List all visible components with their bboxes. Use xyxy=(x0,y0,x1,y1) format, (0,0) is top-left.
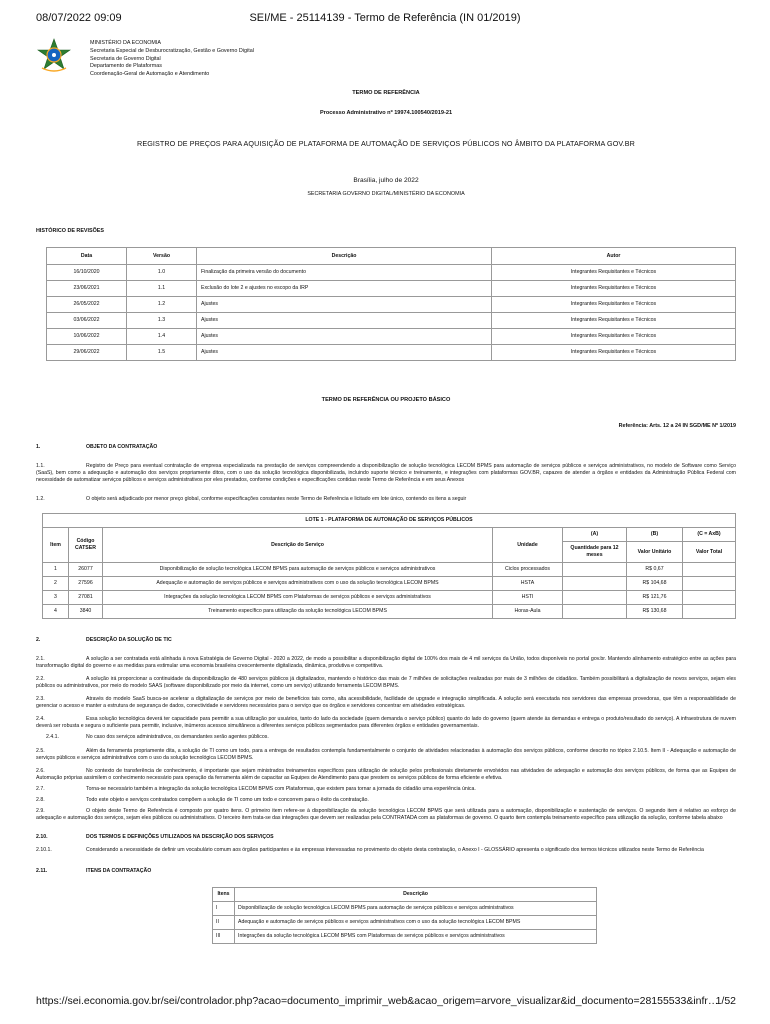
cell: Treinamento específico para utilização da solução tecnológica LECOM BPMS xyxy=(103,605,493,619)
cell: 10/06/2022 xyxy=(47,329,127,345)
reference-line: Referência: Arts. 12 a 24 IN SGD/ME Nº 1/2019 xyxy=(618,422,736,429)
org-line: Secretaria Especial de Desburocratização, Gestão e Governo Digital xyxy=(90,47,254,54)
cell: 4 xyxy=(43,605,69,619)
table-row xyxy=(43,591,736,605)
paragraph-number: 2.11. xyxy=(36,867,48,874)
paragraph xyxy=(36,797,736,804)
cell: 2 xyxy=(43,577,69,591)
paragraph-text: A solução a ser contratada está alinhada à nova Estratégia de Governo Digital - 2020 a 2022, de modo a possibilitar a disponibilização digital de 100% dos mais de 4 mil serviços da União, todos disponíveis no portal gov.br. Mantendo alinhamento estratégico entre as ações para transformação digital do governo e as medidas para estimular uma economia brasileira crescentemente digitalizada, dinâmica, produtiva e competitiva. xyxy=(36,656,736,670)
col-header: Quantidade para 12 meses xyxy=(563,542,627,563)
table-row xyxy=(47,345,736,361)
paragraph xyxy=(36,847,736,854)
paragraph-number: 2.9. xyxy=(36,807,45,814)
col-header: Descrição do Serviço xyxy=(103,528,493,563)
cell: 1.5 xyxy=(127,345,197,361)
cell: 27596 xyxy=(69,577,103,591)
paragraph xyxy=(36,786,736,793)
paragraph-number: 2.10. xyxy=(36,833,48,840)
col-header: Autor xyxy=(492,248,736,265)
paragraph-number: 2.3. xyxy=(36,696,45,703)
paragraph-number: 1.1. xyxy=(36,463,45,470)
cell: HSTA xyxy=(493,577,563,591)
cell xyxy=(563,563,627,577)
cell: R$ 130,68 xyxy=(627,605,683,619)
paragraph-number: 2.8. xyxy=(36,796,45,803)
history-table xyxy=(46,247,736,361)
col-header: Valor Unitário xyxy=(627,542,683,563)
paragraph xyxy=(36,768,736,782)
paragraph-text: Considerando a necessidade de definir um vocabulário comum aos órgãos participantes e às empresas interessadas no provimento do objeto desta contratação, o Anexo I - GLOSSÁRIO apresenta o significado dos termos técnicos utilizados neste Termo de Referência xyxy=(86,846,704,853)
cell: Ajustes xyxy=(197,313,492,329)
itens-table xyxy=(212,887,597,944)
cell: Ciclos processados xyxy=(493,563,563,577)
section-heading xyxy=(36,637,736,644)
secretaria: SECRETARIA GOVERNO DIGITAL/MINISTÉRIO DA ECONOMIA xyxy=(307,190,465,197)
paragraph-number: 2.1. xyxy=(36,656,45,663)
cell: 1.3 xyxy=(127,313,197,329)
paragraph xyxy=(36,696,736,710)
print-datetime: 08/07/2022 09:09 xyxy=(36,12,122,24)
cell xyxy=(563,605,627,619)
org-line: Coordenação-Geral de Automação e Atendimento xyxy=(90,71,210,78)
section-heading xyxy=(36,444,736,451)
cell: 1.4 xyxy=(127,329,197,345)
paragraph xyxy=(36,676,736,690)
paragraph xyxy=(36,463,736,484)
paragraph-number: 1.2. xyxy=(36,496,45,503)
cell: Horas-Aula xyxy=(493,605,563,619)
cell: Integrantes Requisitantes e Técnicos xyxy=(492,281,736,297)
cell: I xyxy=(213,901,235,915)
cell: 27081 xyxy=(69,591,103,605)
cell: Integrações da solução tecnológica LECOM BPMS com Plataformas de serviços públicos e serviços administrativos xyxy=(235,929,597,943)
cell: R$ 0,67 xyxy=(627,563,683,577)
paragraph-text: Torna-se necessário também a integração da solução tecnológica LECOM BPMS com Plataformas, que existem para tornar a jornada do cidadão uma experiência única. xyxy=(86,785,476,792)
org-line: MINISTÉRIO DA ECONOMIA xyxy=(90,40,161,46)
paragraph-number: 2.5. xyxy=(36,747,45,754)
paragraph-number: 2.2. xyxy=(36,676,45,683)
cell: Ajustes xyxy=(197,345,492,361)
table-row xyxy=(47,281,736,297)
table-row xyxy=(47,297,736,313)
paragraph-number: 2.6. xyxy=(36,767,45,774)
cell: Exclusão do lote 2 e ajustes no escopo da IRP xyxy=(197,281,492,297)
cell: II xyxy=(213,915,235,929)
cell xyxy=(683,605,736,619)
paragraph-text: Todo este objeto e serviços contratados compõem a solução de TI como um todo e concorrem para o êxito da contratação. xyxy=(86,796,369,803)
col-header: Valor Total xyxy=(683,542,736,563)
lote-title: LOTE 1 - PLATAFORMA DE AUTOMAÇÃO DE SERVIÇOS PÚBLICOS xyxy=(43,514,736,528)
paragraph xyxy=(36,716,736,730)
col-header: Descrição xyxy=(197,248,492,265)
cell: 3 xyxy=(43,591,69,605)
paragraph-text: O objeto será adjudicado por menor preço global, conforme especificações constantes neste Termo de Referência e licitado em lote único, contendo os itens a seguir xyxy=(86,496,467,503)
cell: HSTI xyxy=(493,591,563,605)
paragraph-text: ITENS DA CONTRATAÇÃO xyxy=(86,867,152,874)
paragraph-text: No contexto de transferência de conhecimento, é importante que sejam ministrados treinamentos específicos para utilização de solução pelos profissionais diretamente envolvidos nas atividades de adequação e automação dos serviços públicos, de forma que as Equipes de Automação próprias assimilem o conhecimento necessário para operação da ferramenta além de capacitar as Equipes de Atendimento para que prestem os serviços públicos de forma eficiente e efetiva. xyxy=(36,767,736,781)
cell: Finalização da primeira versão do documento xyxy=(197,265,492,281)
paragraph-text: Essa solução tecnológica deverá ter capacidade para permitir a sua utilização por usuários, tanto do lado da sociedade (quem demanda o serviço público) quanto do lado do governo (quem atende às demandas e entrega o produto/resultado do serviço). A infraestrutura de nuvem deverá ser robusta e segura o suficiente para permitir, inclusive, inúmeros acessos simultâneos a diferentes serviços públicos segmentados para diferentes órgãos e entidades governamentais. xyxy=(36,716,736,730)
cell: 1.2 xyxy=(127,297,197,313)
document-page xyxy=(36,36,736,944)
paragraph-text: A solução irá proporcionar a continuidade da disponibilização de 480 serviços públicos já digitalizados, mantendo o histórico das mais de 7 milhões de solicitações realizadas por mais de 3 milhões de cidadãos. Também possibilitará a digitalização de novos serviços, sejam eles públicos ou administrativos, por meio do modelo SAAS (software disponibilizado por meio da internet, como um serviço) utilizando ferramenta LECOM BPMS. xyxy=(36,676,736,690)
col-header: Código CATSER xyxy=(69,528,103,563)
section-title: OBJETO DA CONTRATAÇÃO xyxy=(86,444,158,451)
cell: 1.1 xyxy=(127,281,197,297)
paragraph xyxy=(36,496,736,503)
doc-title: TERMO DE REFERÊNCIA xyxy=(352,90,420,96)
cell: Integrações da solução tecnológica LECOM BPMS com Plataformas de serviços públicos e serviços administrativos xyxy=(103,591,493,605)
col-header: Itens xyxy=(213,887,235,901)
col-header: Descrição xyxy=(235,887,597,901)
cell xyxy=(683,591,736,605)
section-title: DESCRIÇÃO DA SOLUÇÃO DE TIC xyxy=(86,637,172,644)
cell: III xyxy=(213,929,235,943)
paragraph-text: DOS TERMOS E DEFINIÇÕES UTILIZADOS NA DESCRIÇÃO DOS SERVIÇOS xyxy=(86,833,274,840)
col-header: Versão xyxy=(127,248,197,265)
paragraph-text: No caso dos serviços administrativos, os demandantes serão agentes públicos. xyxy=(86,734,269,741)
cell: Ajustes xyxy=(197,297,492,313)
paragraph-number: 2.4. xyxy=(36,716,45,723)
paragraph-text: Registro de Preço para eventual contratação de empresa especializada na prestação de serviços compreendendo a disponibilização de solução tecnológica LECOM BPMS para automação de serviços públicos e serviços administrativos, no modelo de Software como Serviço (SaaS), bem como a adequação e automação dos serviços propriamente ditos, com o uso da solução tecnológica disponibilizada, incluindo suporte técnico e treinamento, e integrações com plataformas GOV.BR, capazes de atender a órgãos e entidades da Administração Pública Federal com necessidade de automatizar serviços públicos e serviços administrativos por eles prestados, conforme condições e especificações contidas neste Termo de Referência e em seus Anexos xyxy=(36,463,736,484)
col-header: Data xyxy=(47,248,127,265)
cell: 26077 xyxy=(69,563,103,577)
col-header: (A) xyxy=(563,528,627,542)
table-row xyxy=(47,329,736,345)
paragraph xyxy=(36,748,736,762)
cell: 1.0 xyxy=(127,265,197,281)
col-header: (B) xyxy=(627,528,683,542)
cell: 3840 xyxy=(69,605,103,619)
org-lines xyxy=(90,40,254,79)
print-title: SEI/ME - 25114139 - Termo de Referência (IN 01/2019) xyxy=(249,12,521,24)
col-header: Item xyxy=(43,528,69,563)
brasao-emblem-icon xyxy=(36,38,72,74)
history-title: HISTÓRICO DE REVISÕES xyxy=(36,228,104,234)
table-row xyxy=(213,901,597,915)
cell: Adequação e automação de serviços públicos e serviços administrativos com o uso da solução tecnológica LECOM BPMS xyxy=(235,915,597,929)
col-header: (C = AxB) xyxy=(683,528,736,542)
paragraph-text: Além da ferramenta propriamente dita, a solução de TI como um todo, para a entrega de resultados contempla fundamentalmente o conjunto de atividades relacionadas à automação dos serviços públicos, conforme descrito no tópico 2.10.5. Item II - Adequação e automação de serviços públicos e serviços administrativos com o uso da solução tecnológica LECOM BPMS. xyxy=(36,747,736,761)
table-row xyxy=(213,929,597,943)
paragraph-number: 2.10.1. xyxy=(36,846,52,853)
table-row xyxy=(43,577,736,591)
cell: 16/10/2020 xyxy=(47,265,127,281)
table-row xyxy=(47,313,736,329)
table-header-row xyxy=(47,248,736,265)
cell: Ajustes xyxy=(197,329,492,345)
cell: Disponibilização de solução tecnológica LECOM BPMS para automação de serviços públicos e serviços administrativos xyxy=(235,901,597,915)
org-line: Departamento de Plataformas xyxy=(90,63,162,70)
section-number: 1. xyxy=(36,444,41,451)
paragraph xyxy=(36,734,736,741)
cell: Integrantes Requisitantes e Técnicos xyxy=(492,265,736,281)
cell: 23/06/2021 xyxy=(47,281,127,297)
table-row xyxy=(47,265,736,281)
paragraph xyxy=(36,808,736,822)
tr-title: TERMO DE REFERÊNCIA OU PROJETO BÁSICO xyxy=(321,397,451,404)
paragraph xyxy=(36,834,736,841)
cell: 1 xyxy=(43,563,69,577)
col-header: Unidade xyxy=(493,528,563,563)
org-header xyxy=(36,36,736,82)
table-row xyxy=(43,605,736,619)
paragraph xyxy=(36,656,736,670)
paragraph xyxy=(36,868,736,875)
cell: Integrantes Requisitantes e Técnicos xyxy=(492,345,736,361)
process-number: Processo Administrativo nº 19974.100540/2019-21 xyxy=(319,109,453,116)
paragraph-number: 2.4.1. xyxy=(46,734,59,741)
org-line: Secretaria de Governo Digital xyxy=(90,55,161,62)
print-header xyxy=(0,12,770,28)
cell: Adequação e automação de serviços públicos e serviços administrativos com o uso da solução tecnológica LECOM BPMS xyxy=(103,577,493,591)
section-number: 2. xyxy=(36,637,41,644)
page-number: 1/52 xyxy=(715,995,736,1007)
paragraph-text: Através do modelo SaaS busca-se acelerar a digitalização de serviços por meio de benefícios tais como, alta acessibilidade, facilidade de upgrade e integração simplificada. A solução será executada nos servidores das empresas provedoras, que têm a responsabilidade de gerenciar o acesso e manter a estrutura de segurança de dados, conectividade e servidores necessários para o serviço que os órgãos e servidores concentrar em atividades estratégicas. xyxy=(36,696,736,710)
doc-subject: REGISTRO DE PREÇOS PARA AQUISIÇÃO DE PLATAFORMA DE AUTOMAÇÃO DE SERVIÇOS PÚBLICOS NO ÂMBITO DA PLATAFORMA GOV.BR xyxy=(137,139,635,149)
paragraph-number: 2.7. xyxy=(36,785,45,792)
cell xyxy=(563,577,627,591)
cell: Integrantes Requisitantes e Técnicos xyxy=(492,297,736,313)
cell: Disponibilização de solução tecnológica LECOM BPMS para automação de serviços públicos e serviços administrativos xyxy=(103,563,493,577)
cell: 03/06/2022 xyxy=(47,313,127,329)
cell: R$ 121,76 xyxy=(627,591,683,605)
paragraph-text: O objeto deste Termo de Referência é composto por quatro itens. O primeiro item refere-se à disponibilização da solução tecnológica LECOM BPMS que será utilizada para a automação, disponibilização e sustentação de serviços. O segundo item é relativo ao esforço de adequação e automação dos serviços, sejam eles públicos ou administrativos. O terceiro item trata-se das integrações que devem ser realizadas pela CONTRATADA com as plataformas de governo. O quarto item contempla treinamento específico para utilização da solução, conforme tabela abaixo xyxy=(36,807,736,821)
cell xyxy=(563,591,627,605)
table-row xyxy=(43,563,736,577)
cell xyxy=(683,563,736,577)
cell: Integrantes Requisitantes e Técnicos xyxy=(492,313,736,329)
cell: Integrantes Requisitantes e Técnicos xyxy=(492,329,736,345)
lote-table xyxy=(42,513,736,619)
cell: R$ 104,68 xyxy=(627,577,683,591)
table-row xyxy=(213,915,597,929)
print-url: https://sei.economia.gov.br/sei/controlador.php?acao=documento_imprimir_web&acao_origem=arvore_visualizar&id_documento=28155533&infr… xyxy=(36,995,719,1007)
cell: 29/06/2022 xyxy=(47,345,127,361)
cell xyxy=(683,577,736,591)
cell: 26/05/2022 xyxy=(47,297,127,313)
place-date: Brasília, julho de 2022 xyxy=(353,176,419,184)
